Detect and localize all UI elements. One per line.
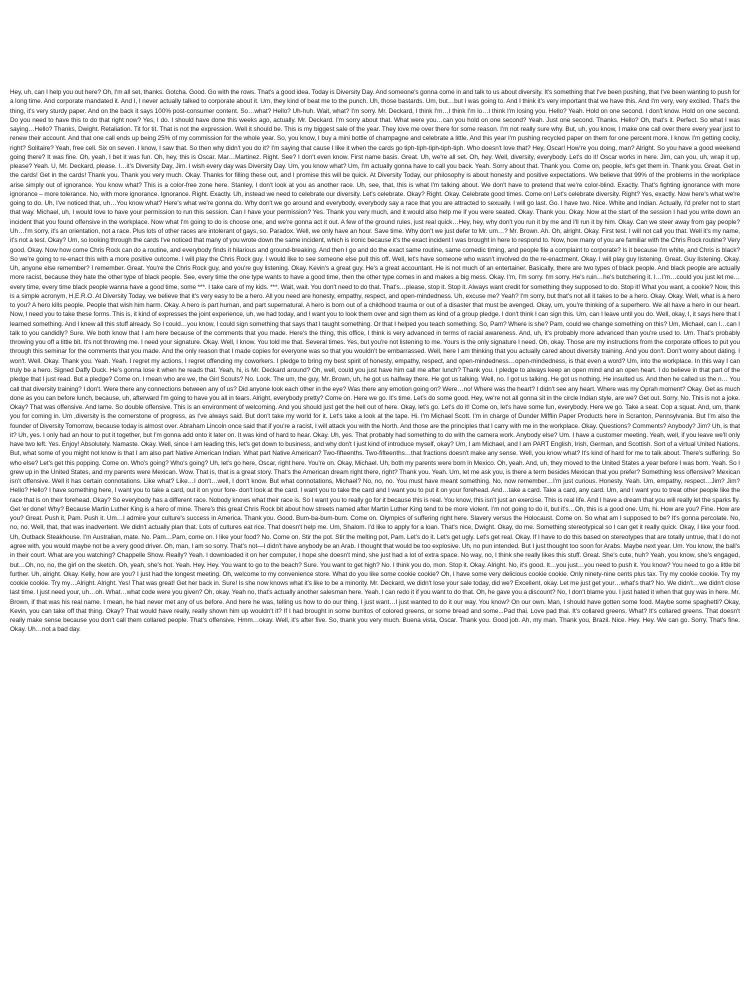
script-text-block: Hey, uh, can I help you out here? Oh, I'm all set, thanks. Gotcha. Good. Go with the rows. That's a good idea. Today is Diversity Day. And someone's gonna come in and talk to us about diversity. It's something that I've been pushing, that I've been wanting to push for a long time. And corporate mandated it. And I, I never actually talked to corporate about it. Um, they kind of beat me to the punch. Uh, those bastards. Um, but…but I was going to. And I think it's very important that we have this. And I'm very, very excited. That's the thing, it's very sturdy paper. And on the back it says 100% post-consumer content. So…what? Hello? Uh-huh. Wait, what? I'm sorry. Mr. Deckard, I think I'm…I think I'm lo…I think I'm losing you. Hello? Yeah. Hold on one second. I don't know. Hold on one second. Do you need to have this to do that right now? Yes, I do. I should have done this weeks ago, actually. Mr. Deckard. I'm sorry about that. What were you…can you hold on one second? Yeah. Just one second. Thanks. Hello? Oh, that's it. Perfect. So what I was saying…Hello? Thanks, Dwight. Retaliation. Tit for tit. That is not the expression. Well it should be. This is my biggest sale of the year. They love me over there for some reason. I'm not really sure why. But, uh, you know, I make one call over there every year just to renew their account. And that one call ends up being 25% of my commission for the whole year. So, you know, I buy a mini bottle of champagne and celebrate a little. And this year I'm pushing recycled paper on them for one percent more. I know. I'm getting cocky, right? Solitaire? Yeah, free cell. Six on seven. I know, I saw that. So then why didn't you do it? I'm saying that cause I like it when the cards go tiph-tiph-tiph-tiph-tiph. Who doesn't love that? Hey, Oscar! How're you doing, man? Alright. So you have a good weekend going there? It was fine. Oh, yeah, I bet it was fun. Oh, hey, this is Oscar. Mar…Martinez. Right. See? I don't even know. First name basis. Great. Uh, we're all set. Oh, hey. Well, diversity, everybody. Let's do it! Oscar works in here. Jim, can you, uh, wrap it up, please? Yeah. U, Mr. Deckard, please. I…it's Diversity Day, Jim. I wish every day was Diversity Day. Um, you know what? Um, I'm actually gonna have to call you back. Yeah. Sorry about that. Thank you. Come on, people, let's get them in. Thank you. Great. Get in the cards! Get in the cards! Thank you. Thank you very much. Okay. Thanks for filling these out, and I promise this will be quick. At Diversity Today, our philosophy is about honesty and positive expectations. We believe that 99% of the problems in the workplace arise simply out of ignorance. You know what? This is a color-free zone here. Stanley, I don't look at you as another race. Uh, see, that, this is what I'm talking about. We don't have to pretend that we're color-blind. Exactly. That's fighting ignorance with more ignorance – more tolerance. No, with more ignorance. Ignorance. Right. Exactly. Uh, instead we need to celebrate our diversity. Let's celebrate. Okay? Right. Okay. Celebrate good times. Come on! Let's celebrate diversity. Right? Yes, exactly. Now here's what we're going to do. Uh, I've noticed that, uh…You know what? Here's what we're gonna do. Why don't we go around and everybody, everybody say a race that you are attracted to sexually. I will go last. Go. I have two. Nice. White and Indian. Actually, I'd prefer not to start that way. Michael, uh, I would love to have your permission to run this session. Can I have your permission? Yes. Thank you very much, and it would also help me if you were seated. Okay. Thank you. Okay. Now at the start of the session I had you write down an incident that you found offensive in the workplace. Now what I'm going to do is choose one, and we're gonna act it out. A few of the ground rules, just real quick…Hey, hey, why don't you run it by me and I'll run it by him. Okay. Can we steer away from gay people? Uh…I'm sorry, it's an orientation, not a race. Plus lots of other races are intolerant of gays, so. Paradox. Well, we only have an hour. Save time. Why don't we just defer to Mr. um…? Mr. Brown. Ah. Oh, alright. Okay. First test. I will not call you that. Well it's my name, it's not a test. Okay? Um, so looking through the cards I've noticed that many of you wrote down the same incident, which is ironic because it's the exact incident I was brought in here to respond to. Now, how many of you are familiar with the Chris Rock routine? Very good. Okay. Now how come Chris Rock can do a routine, and everybody finds it hilarious and ground-breaking. And then I go and do the exact same routine, same comedic timing, and people file a complaint to corporate? Is it because I'm white, and Chris is black? So we're going to re-enact this with a more positive outcome. I will play the Chris Rock guy. I would like to see someone else pull this off. Well, let's have someone who wasn't involved do the re-enactment. Okay. I will play guy listening. Great. Guy listening. Okay. Uh, anyone else remember? I remember. Great. You're the Chris Rock guy, and you're guy listening. Okay. Kevin's a great guy. He's a great accountant. He is not much of an entertainer. Basically, there are two types of black people. And black people are actually more racist, because they hate the other type of black people. See, every time the one type wants to have a good time, then the other type comes in and makes a big mess. Okay. I'm, I'm sorry. I'm sorry. He's ruin…he's butchering it. I…I'm…could you just let me…every time, every time black people wanna have a good time, some ***. I take care of my kids. ***. Wait, wait. You don't need to do that. That's…please, stop it. Stop it. Always want credit for something they supposed to do. Stop it! What you want, a cookie? Now, this is a simple acronym, H.E.R.O. At Diversity Today, we believe that it's very easy to be a hero. All you need are honesty, empathy, respect, and open-mindedness. Uh, excuse me? Yeah? I'm sorry, but that's not all it takes to be a hero. Okay. Okay. Well, what is a hero to you? A hero kills people. People that wish him harm. Okay. A hero is part human, and part supernatural. A hero is born out of a childhood trauma or out of a disaster that must be avenged. Okay, um, you're thinking of a superhero. We all have a hero in our heart. Now, I need you to take these forms. This is, it kind of expresses the joint experience, uh, we had today, and I want you to look them over and sign them as kind of a group pledge. I don't think I can sign this. Um, can I leave until you do. Well, okay, I, it says here that I learned something. And I knew all this stuff already. So I could…you know, I could sign something that says that I taught something. Or that I helped you teach something. So, Pam? Where is she? Pam, could we change something on this? Um, Michael, can I…can I talk to you candidly? Sure. We both know that I am here because of the comments that you made. Here's the thing, this office, I think is very advanced in terms of racial awareness. And, uh, it's probably more advanced than you're used to. Um. That's probably throwing you off a little bit. It's not throwing me. I need your signature. Okay. Well, I know. You told me that. Several times. Yes, but you're not listening to me. Yours is the only signature I need. Oh, okay. Those are my instructions from the corporate offices to put you through this seminar for the comments that you made. And the only reason that I made copies for everyone was so that you wouldn't be embarrassed. Well, here I am thinking that you actually cared about diversity training. And you don't. Don't worry about dating. I won't. Well. Okay. Thank you. Yeah. Yeah. I regret my actions. I regret offending my coworkers. I pledge to bring my best spirit of honesty, empathy, respect, and open-mindedness…open-mindedness, is that even a word? Um, into the workplace. In this way I can truly be a hero. Signed Daffy Duck. He's gonna lose it when he reads that. Yeah, hi, is Mr. Deckard around? Oh, well, could you just have him call me after lunch? Thank you. I pledge to always keep an open mind and an open heart. I do believe in that part of the pledge that I just read. But a pledge? Come on. I mean who are we, the Girl Scouts? No. Look. The um, the guy, Mr. Brown, uh, he got us halfway there. He got us talking. Well, no. I got us talking. He got us nothing. He insulted us. And then he called us the n… You call that diversity training? I don't. Were there any connections between any of us? Did anyone look each other in the eye? Was there any emotion going on? Were…no! Where was the heart? I didn't see any heart. Where was my Oprah moment? Okay. Get as much done as you can before lunch, because, uh, afterward I'm going to have you all in tears. Alright, everybody pretty? Come on. Here we go. It's time. Let's do some good. Hey, we're not all gonna sit in the circle Indian style, are we? Get out. Sorry. No. This is not a joke. Okay? That was offensive. And lame. So double offensive. This is an environment of welcoming. And you should just get the hell out of here. Okay, let's go. Let's do it! Come on, let's have some fun, everybody. Here we go. Take a seat. Cop a squat. And, um, thank you for coming in. Um ,diversity is the cornerstone of progress, as I've always said. But don't take my world for it. Let's take a look at the tape. Hi. I'm Michael Scott. I'm in charge of Dunder Mifflin Paper Products here in Scranton, Pennsylvania. But I'm also the founder of Diversity Tomorrow, because today is almost over. Abraham Lincoln once said that if you're a racist, I will attack you with the North. And those are the principles that I carry with me in the workplace. Okay. Questions? Comments? Anybody? Jim? Uh, is that it? Uh, yes. I only had an hour to put it together, but I'm gonna add onto it later on. It was kind of hard to hear. Okay. Uh, yes. That probably had something to do with the camera work. Anybody else? Um. I have a customer meeting. Yeah, well, if you leave we'll only have two left. Yes. Enjoy! Absolutely. Namaste. Okay. Well, since I am leading this, let's get down to business, and why don't I just kind of introduce myself, okay? Um, I am Michael, and I am PART English, Irish, German, and Scottish. Sort of a virtual United Nations. But, what some of you might not know is that I am also part Native American Indian. What part Native American? Two-fifteenths. Two-fifteenths…that fractions doesn't make any sense. Well, you know what? It's kind of hard for me to talk about. There's suffering. So who else? Let's get this popping. Come on. Who's going? Who's going? Uh, let's go here, Oscar, right here. You're on. Okay, Michael. Uh, both my parents were born in Mexico. Oh, yeah. And, uh, they moved to the United States a year before I was born. Yeah. So I grew up in the United States, and my parents were Mexican. Wow. That is, that is a great story. That's the American dream right there, right? Thank you. Yeah. Um, let me ask you, is there a term besides Mexican that you prefer? Something less offensive? Mexican isn't offensive. Well it has certain connotations. Like what? Like…I don't…well, I don't know. But what connotations, Michael? No, no, no. You must have meant something. No, now remember…I'm just curious. Honesty. Yeah. Um, empathy, respect…Jim? Jim? Hello? Hello? I have something here, I want you to take a card, out it on your fore- don't look at the card. I want you to take the card and I want you to put it on your forehead. And…take a card. Take a card, any card. Um, and I want you to treat other people like the race that is on their forehead. Okay? So everybody has a different race. Nobody knows what their race is. So I want you to really go for it because this is real. You know, this isn't just an exercise. This is real life. And I have a dream that you will really let the sparks fly. Get 'er done! Why? Because Martin Luther King is a hero of mine. There's this great Chris Rock bit about how streets named after Martin Luther King tend to be more violent. I'm not going to do it, but it's…Oh, this is a good one. Um, hi. How are you? Fine. How are you? Great. Push it, Pam. Push it. Um…I admire your culture's success in America. Thank you. Good. Bum-ba-bum-bum. Come on. Olympics of suffering right here. Slavery versus the Holocaust. Come on. So what am I supposed to be? It's gonna percolate. No, no, no. Well, that, that was inadvertent. We didn't actually plan that. Lots of cultures eat rice. That doesn't help me. Um, Shalom. I'd like to apply for a loan. That's nice, Dwight. Okay, do me. Something stereotypical so I can get it really quick. Okay, I like your food. Uh, Outback Steakhouse. I'm Australian, mate. No. Pam…Pam, come on. I like your food? No. Come on. Stir the pot. Stir the melting pot, Pam. Let's do it. Let's get ugly. Let's get real. Okay. If I have to do this based on stereotypes that are totally untrue, that I do not agree with, you would maybe not be a very good driver. Oh, man, I am so sorry. That's not—I didn't have anybody be an Arab. I thought that would be too explosive. Uh, no pun intended. But I just thought too soon for Arabs. Maybe next year. Um. You know, the ball's in their court. What are you watching? Chappelle Show. Really? Yeah. I downloaded it on her computer, I hope she doesn't mind, she just had a lot of extra space. No way, no, I think she really likes this stuff. Great. She's cute, huh? Yeah, you know, she's engaged, but…Oh, no, no, the girl on the sketch. Oh, yeah, she's hot. Yeah. Hey. Hey. You want to go to the beach? Sure. You want to get high? No. I think you do, mon. Stop it. Okay. Alright. No, it's good. It…you just…you need to push it. You know? You need to go a little bit further. Uh, alright. Okay. Kelly, how are you? I just had the longest meeting. Oh, welcome to my convenience store. What do you like some cookie cookie? Oh, I have some very delicious cookie cookie. Only ninety-nine cents plus tax. Try my cookie cookie. Try my cookie cookie. Try my…Alright. Alright. Yes! That was great! Get her back in. Sure! Is she now knows what it's like to be a minority. Mr. Deckard, we didn't lose your sale today, did we? Excellent, okay. Let me just get your…what's that? No. We didn't…we didn't close last time. I just need your, uh…oh. What…what code were you given? Oh, okay. Yeah no, that's actually another salesman here. Yeah. I can redo it if you want to do that. Oh, he gave you a discount? No, I don't blame you. I just hated it when that guy was in here. Mr. Brown, if that was his real name. I mean, he had never met any of us before. And here he was, telling us how to do our thing. I just want…I just wanted to do it our way. You know? On our own. Man, I should have gotten some food. Maybe some spaghetti? Okay, Kevin, you can take off that thing. Okay? That would have really, really shown him up wouldn't it? If I had brought in some burritos of colored greens, or some bread and some...Pad thai. Love pad thai. It's collared greens. What? It's collared greens. That doesn't really make sense because you don't call them collared people. That's offensive. Hmm…okay. Well, it's after five. So, thank you very much. Buena vista, Oscar. Thank you. Good job. Ah, my man. Thank you, Brazil. Nice. Hey. Hey. We can go. Sorry. That's fine. Okay. Uh…not a bad day.: [10, 89, 740, 634]
